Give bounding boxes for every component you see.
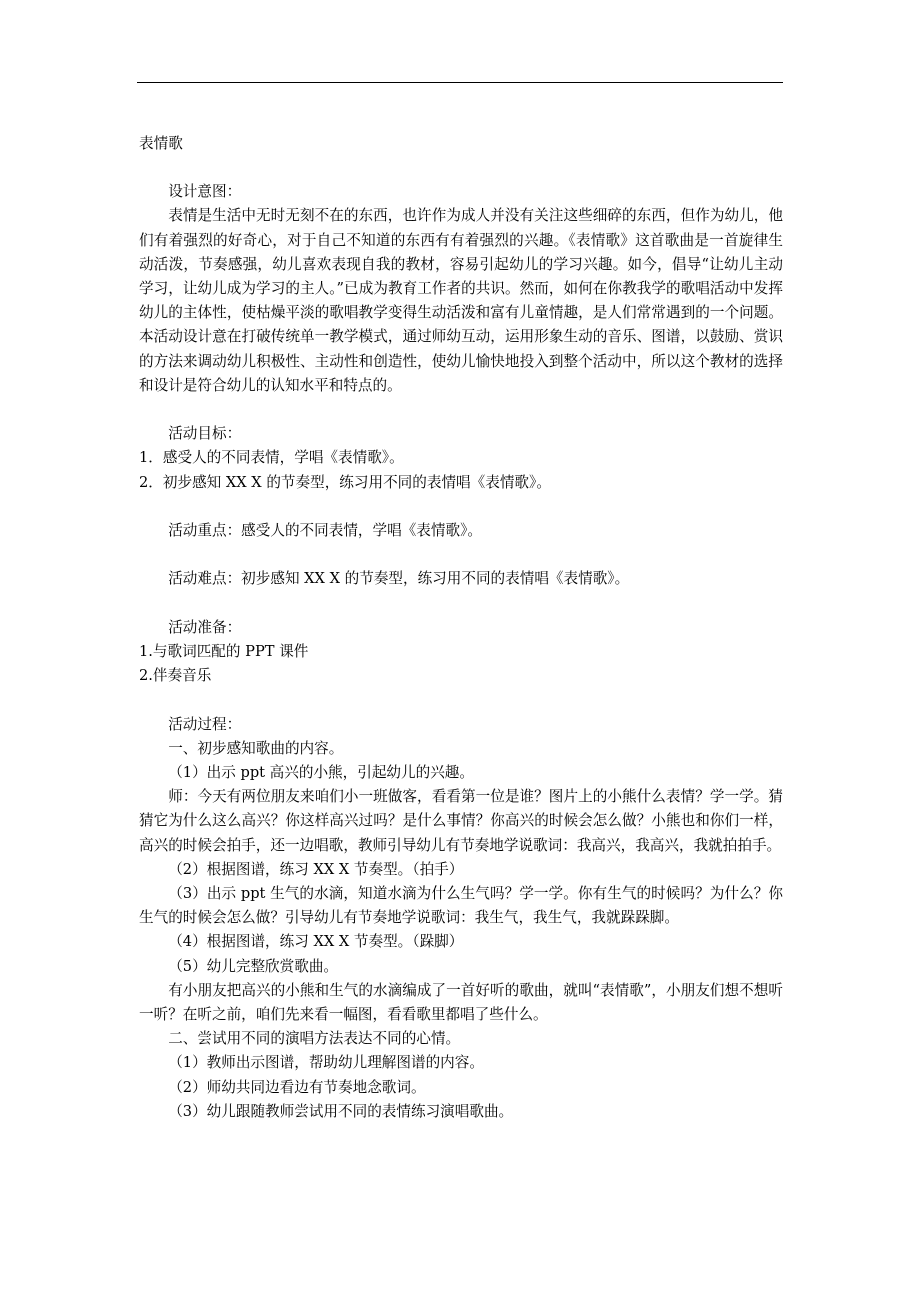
goal-item: 1．感受人的不同表情，学唱《表情歌》。: [139, 449, 404, 467]
process-line: （3）幼儿跟随教师尝试用不同的表情练习演唱歌曲。: [168, 1102, 514, 1120]
difficulty: 活动难点：初步感知 XX X 的节奏型，练习用不同的表情唱《表情歌》。: [168, 570, 630, 588]
prep-heading: 活动准备：: [168, 618, 242, 636]
process-line: （4）根据图谱，练习 XX X 节奏型。（跺脚）: [168, 933, 464, 951]
prep-item: 1.与歌词匹配的 PPT 课件: [139, 643, 309, 660]
document-title: 表情歌: [139, 135, 183, 152]
header-rule: [137, 82, 783, 83]
process-line: （1）出示 ppt 高兴的小熊，引起幼儿的兴趣。: [168, 764, 474, 781]
prep-item: 2.伴奏音乐: [139, 667, 212, 685]
design-heading: 设计意图：: [168, 183, 242, 201]
process-paragraph: 有小朋友把高兴的小熊和生气的水滴编成了一首好听的歌曲，就叫“表情歌”，小朋友们想不想听一听？在听之前，咱们先来看一幅图，看看歌里都唱了些什么。: [139, 981, 783, 1024]
goals-heading: 活动目标：: [168, 425, 242, 443]
process-paragraph: （3）出示 ppt 生气的水滴，知道水滴为什么生气吗？学一学。你有生气的时候吗？为什么？你生气的时候会怎么做？引导幼儿有节奏地学说歌词：我生气，我生气，我就跺跺脚。: [139, 885, 783, 927]
process-line: （2）根据图谱，练习 XX X 节奏型。（拍手）: [168, 860, 464, 878]
goal-item: 2．初步感知 XX X 的节奏型，练习用不同的表情唱《表情歌》。: [139, 473, 551, 491]
key-point: 活动重点：感受人的不同表情，学唱《表情歌》。: [168, 522, 482, 540]
process-heading: 活动过程：: [168, 715, 242, 733]
process-line: （1）教师出示图谱，帮助幼儿理解图谱的内容。: [168, 1054, 484, 1072]
process-line: 二、尝试用不同的演唱方法表达不同的心情。: [168, 1030, 461, 1048]
document-body: [139, 132, 783, 1124]
process-line: （5）幼儿完整欣赏歌曲。: [168, 957, 339, 975]
design-paragraph: 表情是生活中无时无刻不在的东西，也许作为成人并没有关注这些细碎的东西，但作为幼儿，他们有着强烈的好奇心，对于自己不知道的东西有有着强烈的兴趣。《表情歌》这首歌曲是一首旋律生动活泼，节奏感强，幼儿喜欢表现自我的教材，容易引起幼儿的学习兴趣。如今，倡导“让幼儿主动学习，让幼儿成为学习的主人。”已成为教育工作者的共识。然而，如何在你教我学的歌唱活动中发挥幼儿的主体性，使枯燥平淡的歌唱教学变得生动活泼和富有儿童情趣，是人们常常遇到的一个问题。本活动设计意在打破传统单一教学模式，通过师幼互动，运用形象生动的音乐、图谱，以鼓励、赏识的方法来调动幼儿积极性、主动性和创造性，使幼儿愉快地投入到整个活动中，所以这个教材的选择和设计是符合幼儿的认知水平和特点的。: [139, 207, 783, 394]
process-line: （2）师幼共同边看边有节奏地念歌词。: [168, 1078, 426, 1096]
process-line: 一、初步感知歌曲的内容。: [168, 739, 344, 757]
process-paragraph: 师：今天有两位朋友来咱们小一班做客，看看第一位是谁？图片上的小熊什么表情？学一学。猜猜它为什么这么高兴？你这样高兴过吗？是什么事情？你高兴的时候会怎么做？小熊也和你们一样，高兴的时候会拍手，还一边唱歌，教师引导幼儿有节奏地学说歌词：我高兴，我高兴，我就拍拍手。: [139, 788, 783, 854]
